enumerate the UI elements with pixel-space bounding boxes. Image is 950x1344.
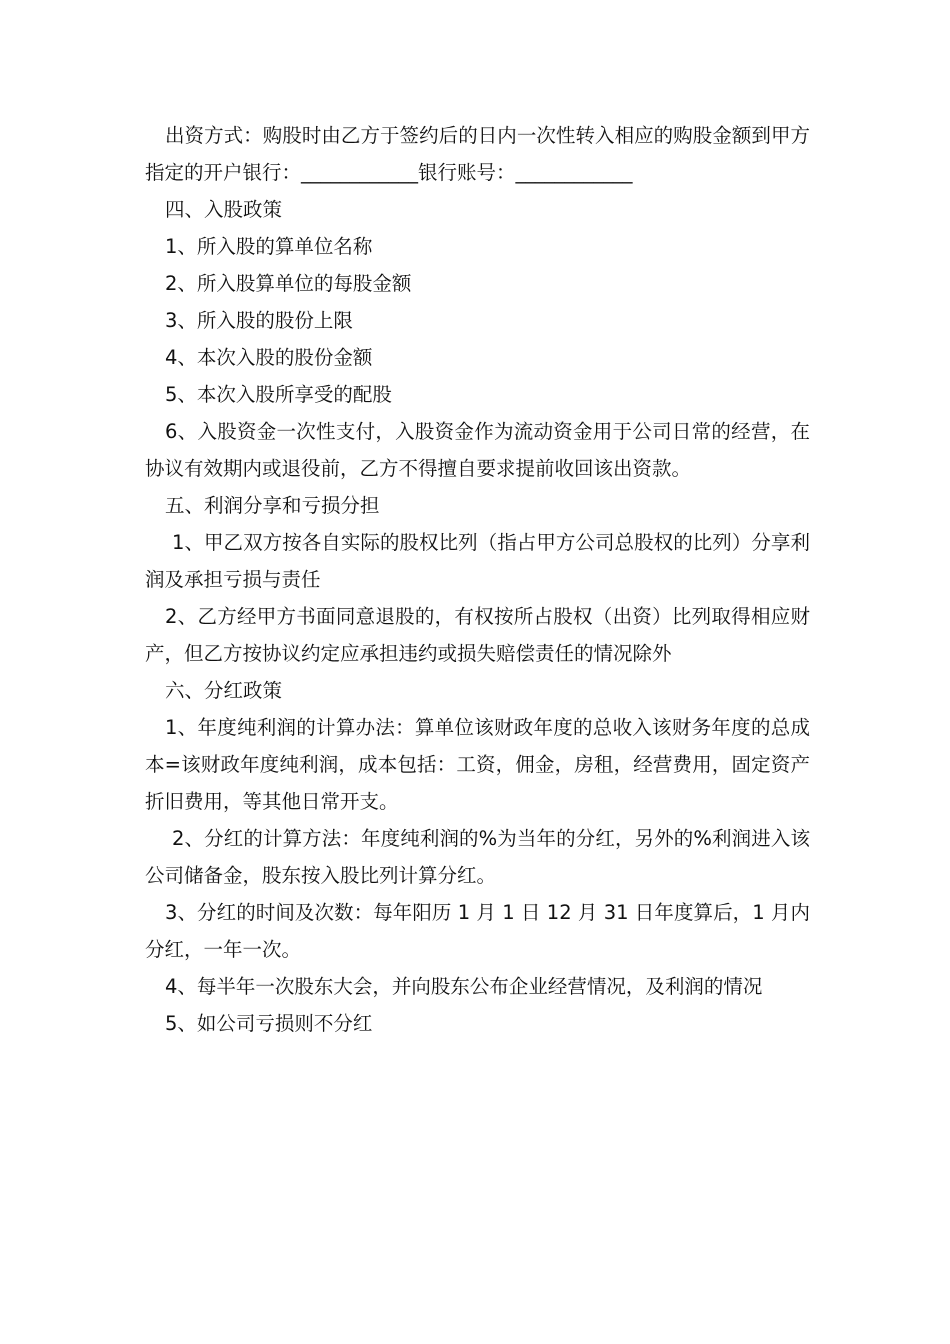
section-heading-profit-sharing: 五、利润分享和亏损分担 <box>165 494 380 517</box>
section-heading-dividend-policy: 六、分红政策 <box>165 679 283 702</box>
list-item: 1、年度纯利润的计算办法：算单位该财政年度的总收入该财务年度的总成本=该财政年度纯利润，成本包括：工资，佣金，房租，经营费用，固定资产折旧费用，等其他日常开支。 <box>145 716 810 813</box>
list-item: 5、本次入股所享受的配股 <box>165 383 392 406</box>
section-heading-share-policy: 四、入股政策 <box>165 198 283 221</box>
list-item: 2、所入股算单位的每股金额 <box>165 272 412 295</box>
list-item: 2、乙方经甲方书面同意退股的，有权按所占股权（出资）比列取得相应财产，但乙方按协议约定应承担违约或损失赔偿责任的情况除外 <box>145 605 810 665</box>
paragraph-investment-method: 出资方式：购股时由乙方于签约后的日内一次性转入相应的购股金额到甲方指定的开户银行：____________银行账号：____________ <box>145 124 810 184</box>
list-item: 1、所入股的算单位名称 <box>165 235 373 258</box>
list-item: 2、分红的计算方法：年度纯利润的%为当年的分红，另外的%利润进入该公司储备金，股东按入股比列计算分红。 <box>145 827 810 887</box>
list-item: 3、所入股的股份上限 <box>165 309 353 332</box>
list-item: 5、如公司亏损则不分红 <box>165 1012 373 1035</box>
list-item: 4、每半年一次股东大会，并向股东公布企业经营情况，及利润的情况 <box>165 975 763 998</box>
list-item: 6、入股资金一次性支付，入股资金作为流动资金用于公司日常的经营，在协议有效期内或退役前，乙方不得擅自要求提前收回该出资款。 <box>145 420 810 480</box>
list-item: 4、本次入股的股份金额 <box>165 346 373 369</box>
document-body <box>145 117 810 1042</box>
list-item: 1、甲乙双方按各自实际的股权比列（指占甲方公司总股权的比列）分享利润及承担亏损与责任 <box>145 531 810 591</box>
list-item: 3、分红的时间及次数：每年阳历 1 月 1 日 12 月 31 日年度算后，1 月内分红，一年一次。 <box>145 901 810 961</box>
